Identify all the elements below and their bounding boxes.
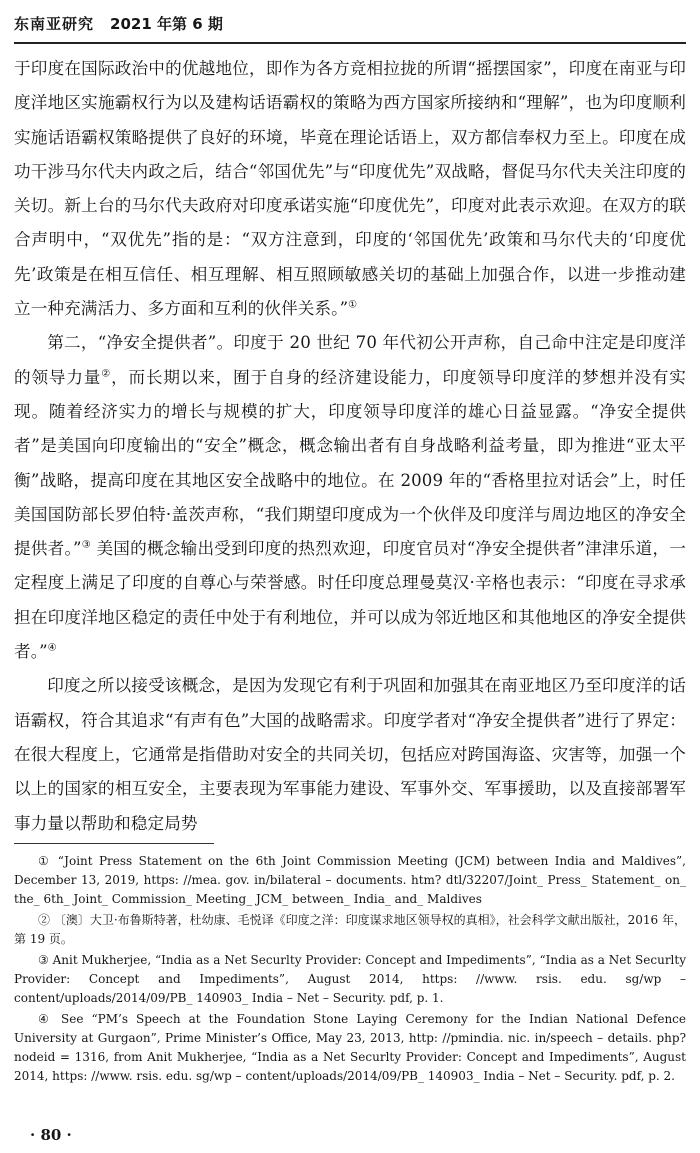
body-paragraph bbox=[14, 669, 686, 840]
paragraph-text: ，而长期以来，囿于自身的经济建设能力，印度领导印度洋的梦想并没有实现。随着经济实力的增长与规模的扩大，印度领导印度洋的雄心日益显露。“净安全提供者”是美国向印度输出的“安全”概念，概念输出者有自身战略利益考量，即为推进“亚太平衡”战略，提高印度在其地区安全战略中的地位。在 2009 年的“香格里拉对话会”上，时任美国国防部长罗伯特·盖茨声称，“我们期望印度成为一个伙伴及印度洋与周边地区的净安全提供者。” bbox=[14, 367, 686, 559]
footnote-divider bbox=[14, 843, 214, 844]
footnote: ① “Joint Press Statement on the 6th Joint Commission Meeting (JCM) between India and Maldives”, December 13, 2019, https: //mea. gov. in/bilateral – documents. htm? dtl/32207/Joint_ Press_ Statement_ on_ the_ 6th_ Joint_ Commission_ Meeting_ JCM_ between_ India_ and_ Maldives bbox=[14, 854, 686, 906]
body-text bbox=[14, 52, 686, 841]
body-paragraph bbox=[14, 326, 686, 669]
paragraph-text: 于印度在国际政治中的优越地位，即作为各方竞相拉拢的所谓“摇摆国家”，印度在南亚与印度洋地区实施霸权行为以及建构话语霸权的策略为西方国家所接纳和“理解”，也为印度顺利实施话语霸权策略提供了良好的环境，毕竟在理论话语上，双方都信奉权力至上。印度在成功干涉马尔代夫内政之后，结合“邻国优先”与“印度优先”双战略，督促马尔代夫关注印度的关切。新上台的马尔代夫政府对印度承诺实施“印度优先”，印度对此表示欢迎。在双方的联合声明中，“双优先”指的是：“双方注意到，印度的‘邻国优先’政策和马尔代夫的‘印度优先’政策是在相互信任、相互理解、相互照顾敏感关切的基础上加强合作，以进一步推动建立一种充满活力、多方面和互利的伙伴关系。” bbox=[14, 59, 686, 319]
footnote: ② 〔澳〕大卫·布鲁斯特著，杜幼康、毛悦译《印度之洋：印度谋求地区领导权的真相》，社会科学文献出版社，2016 年，第 19 页。 bbox=[14, 913, 686, 946]
paragraph-text: 第二，“净安全提供者”。印度于 20 世纪 70 年代初公开声称，自己命中注定是印度洋的领导力量 bbox=[14, 333, 686, 387]
journal-title: 东南亚研究 bbox=[14, 14, 95, 33]
paragraph-text: 印度之所以接受该概念，是因为发现它有利于巩固和加强其在南亚地区乃至印度洋的话语霸权，符合其追求“有声有色”大国的战略需求。印度学者对“净安全提供者”进行了界定：在很大程度上，它通常是指借助对安全的共同关切，包括应对跨国海盗、灾害等，加强一个以上的国家的相互安全，主要表现为军事能力建设、军事外交、军事援助，以及直接部署军事力量以帮助和稳定局势 bbox=[14, 676, 686, 833]
body-paragraph bbox=[14, 52, 686, 326]
paragraph-text: 美国的概念输出受到印度的热烈欢迎，印度官员对“净安全提供者”津津乐道，一定程度上满足了印度的自尊心与荣誉感。时任印度总理曼莫汉·辛格也表示：“印度在寻求承担在印度洋地区稳定的责任中处于有利地位，并可以成为邻近地区和其他地区的净安全提供者。” bbox=[14, 539, 686, 662]
footnote: ④ See “PM’s Speech at the Foundation Stone Laying Ceremony for the Indian National Defence University at Gurgaon”, Prime Minister’s Office, May 23, 2013, http: //pmindia. nic. in/speech – details. php? nodeid = 1316, from Anit Mukherjee, “India as a Net Securlty Provider: Concept and Impediments”, August 2014, https: //www. rsis. edu. sg/wp – content/uploads/2014/09/PB_ 140903_ India – Net – Security. pdf, p. 2. bbox=[14, 1012, 686, 1083]
footnotes bbox=[14, 852, 686, 1088]
footnote-ref: ① bbox=[348, 299, 358, 311]
footnote-ref: ② bbox=[101, 368, 112, 380]
footnote-ref: ③ bbox=[81, 539, 91, 551]
issue-label: 2021 年第 6 期 bbox=[110, 14, 223, 33]
page-number: · 80 · bbox=[30, 1126, 72, 1144]
footnote: ③ Anit Mukherjee, “India as a Net Securlty Provider: Concept and Impediments”, “India as a Net Securlty Provider: Concept and Impediments”, August 2014, https: //www. rsis. edu. sg/wp – content/uploads/2014/09/PB_ 140903_ India – Net – Security. pdf, p. 1. bbox=[14, 953, 686, 1005]
footnote-ref: ④ bbox=[47, 642, 57, 654]
running-header bbox=[14, 4, 686, 44]
